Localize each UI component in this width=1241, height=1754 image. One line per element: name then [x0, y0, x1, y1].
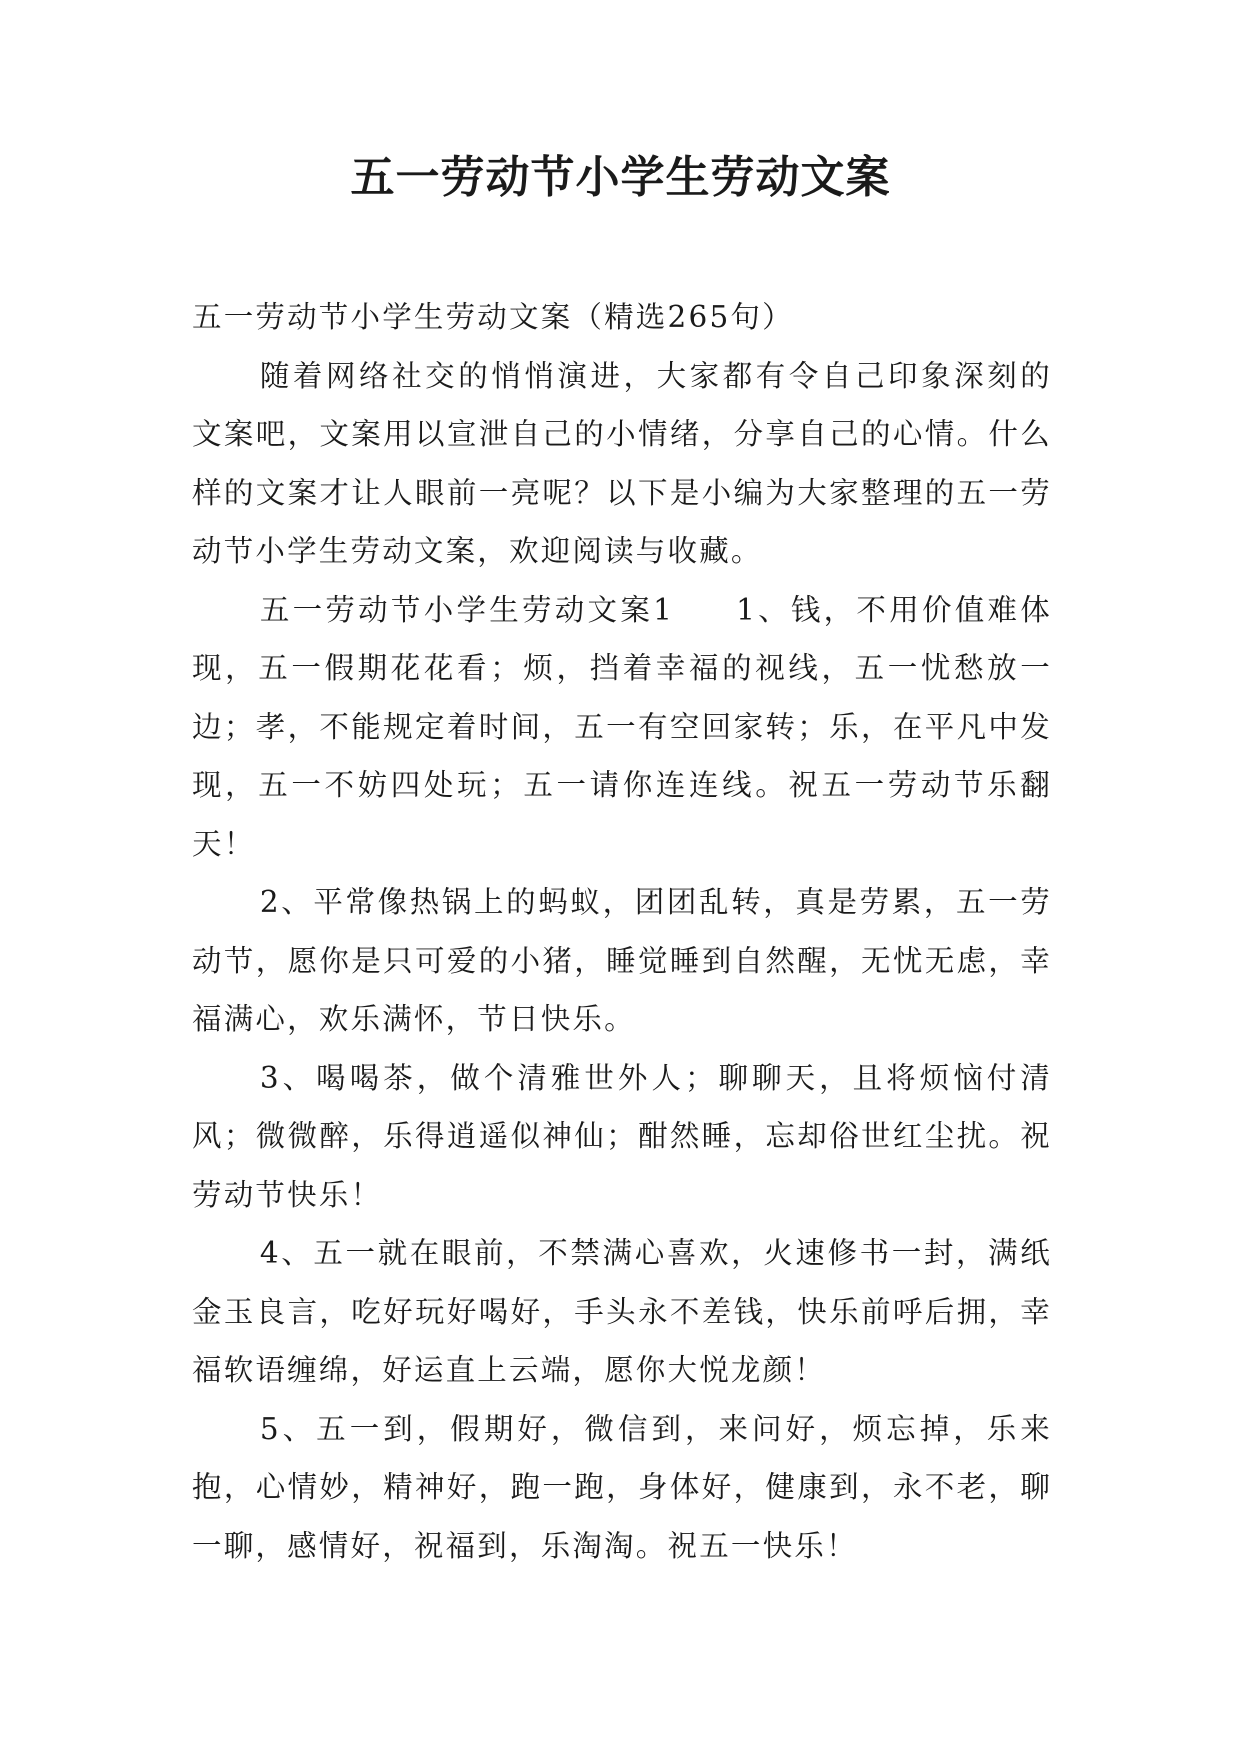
document-subtitle: 五一劳动节小学生劳动文案（精选265句）: [192, 300, 794, 334]
document-body: [192, 288, 1052, 1575]
section-heading: 五一劳动节小学生劳动文案1: [259, 592, 675, 627]
list-item: 3、喝喝茶，做个清雅世外人；聊聊天，且将烦恼付清风；微微醉，乐得逍遥似神仙；酣然睡，忘却俗世红尘扰。祝劳动节快乐！: [192, 1060, 1052, 1212]
section-paragraph: [192, 581, 1052, 874]
list-item: 2、平常像热锅上的蚂蚁，团团乱转，真是劳累，五一劳动节，愿你是只可爱的小猪，睡觉睡到自然醒，无忧无虑，幸福满心，欢乐满怀，节日快乐。: [192, 885, 1052, 1036]
list-item: 1、钱，不用价值难体现，五一假期花花看；烦，挡着幸福的视线，五一忧愁放一边；孝，不能规定着时间，五一有空回家转；乐，在平凡中发现，五一不妨四处玩；五一请你连连线。祝五一劳动节乐翻天！: [192, 592, 1052, 861]
list-item: 4、五一就在眼前，不禁满心喜欢，火速修书一封，满纸金玉良言，吃好玩好喝好，手头永不差钱，快乐前呼后拥，幸福软语缠绵，好运直上云端，愿你大悦龙颜！: [192, 1236, 1052, 1387]
list-item: 5、五一到，假期好，微信到，来问好，烦忘掉，乐来抱，心情妙，精神好，跑一跑，身体好，健康到，永不老，聊一聊，感情好，祝福到，乐淘淘。祝五一快乐！: [192, 1411, 1052, 1563]
intro-paragraph: 随着网络社交的悄悄演进，大家都有令自己印象深刻的文案吧，文案用以宣泄自己的小情绪，分享自己的心情。什么样的文案才让人眼前一亮呢？以下是小编为大家整理的五一劳动节小学生劳动文案，欢迎阅读与收藏。: [192, 358, 1052, 568]
document-title: 五一劳动节小学生劳动文案: [350, 152, 891, 203]
